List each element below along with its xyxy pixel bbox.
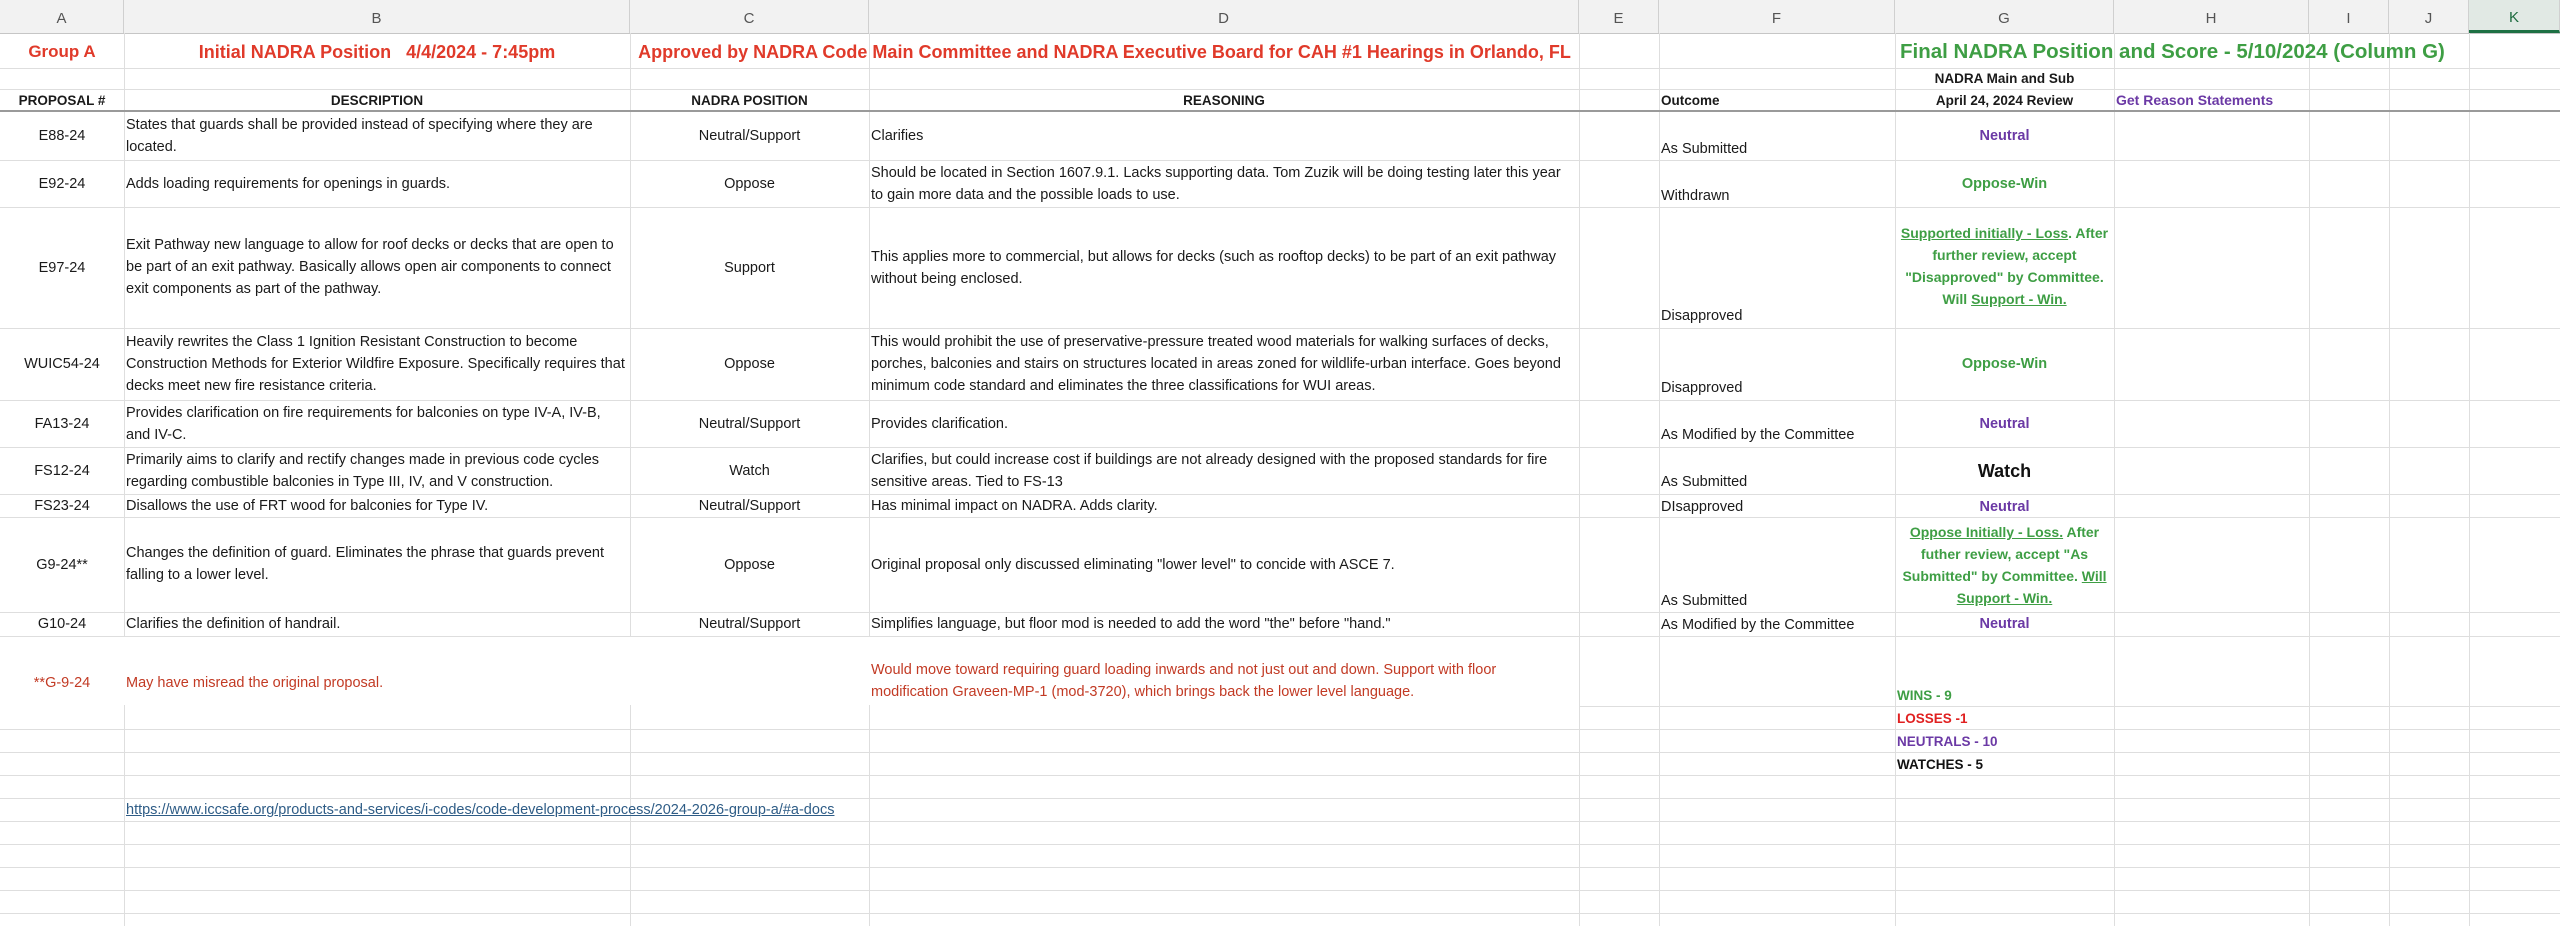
grid-line bbox=[0, 913, 2560, 914]
column-header-row bbox=[0, 0, 2560, 34]
note-description[interactable]: May have misread the original proposal. bbox=[126, 675, 384, 691]
header-proposal[interactable]: PROPOSAL # bbox=[18, 93, 106, 108]
reasoning[interactable]: Clarifies bbox=[871, 128, 924, 144]
column-header-c[interactable]: C bbox=[630, 0, 869, 33]
review-label-line2[interactable]: April 24, 2024 Review bbox=[1935, 93, 2074, 108]
proposal-id[interactable]: WUIC54-24 bbox=[24, 356, 100, 372]
grid-line bbox=[1579, 33, 1580, 926]
group-label[interactable]: Group A bbox=[28, 42, 96, 61]
final-score-review: After futher review, accept "As Submitted" by Committee. bbox=[1902, 524, 2100, 584]
note-reasoning[interactable]: Would move toward requiring guard loading inwards and not just out and down. Support with floor modification Graveen-MP-1 (mod-3720), which brings back the lower level language. bbox=[871, 662, 1497, 700]
outcome[interactable]: As Modified by the Committee bbox=[1661, 427, 1855, 443]
grid-line bbox=[0, 821, 2560, 822]
final-score-review: . After further review, accept "Disapproved" by Committee. Will bbox=[1905, 225, 2109, 307]
header-outcome[interactable]: Outcome bbox=[1661, 93, 1720, 108]
proposal-id[interactable]: E92-24 bbox=[38, 176, 86, 192]
nadra-position[interactable]: Support bbox=[724, 260, 775, 276]
grid-line bbox=[2114, 33, 2115, 926]
nadra-position[interactable]: Neutral/Support bbox=[698, 498, 801, 514]
outcome[interactable]: As Submitted bbox=[1661, 474, 1748, 490]
column-header-i[interactable]: I bbox=[2309, 0, 2389, 33]
column-header-j[interactable]: J bbox=[2389, 0, 2469, 33]
column-header-b[interactable]: B bbox=[124, 0, 630, 33]
nadra-position[interactable]: Watch bbox=[729, 463, 770, 479]
grid-line bbox=[0, 752, 2560, 753]
outcome[interactable]: Withdrawn bbox=[1661, 188, 1730, 204]
reasoning[interactable]: Provides clarification. bbox=[871, 416, 1008, 432]
final-score-initial[interactable]: Supported initially - Loss bbox=[1900, 225, 2069, 241]
outcome[interactable]: As Modified by the Committee bbox=[1661, 617, 1855, 633]
column-header-a[interactable]: A bbox=[0, 0, 124, 33]
proposal-description[interactable]: Provides clarification on fire requirements for balconies on type IV-A, IV-B, and IV-C. bbox=[126, 405, 601, 443]
column-header-d[interactable]: D bbox=[869, 0, 1579, 33]
final-score[interactable]: Neutral bbox=[1979, 499, 2030, 515]
proposal-description[interactable]: Exit Pathway new language to allow for roof decks or decks that are open to be part of an exit pathway. Basically allows open air components to connect exit components as part of the pathway. bbox=[126, 237, 614, 297]
grid-line bbox=[0, 447, 2560, 448]
nadra-position[interactable]: Neutral/Support bbox=[698, 616, 801, 632]
nadra-position[interactable]: Oppose bbox=[724, 557, 775, 573]
approved-title[interactable]: Approved by NADRA Code Main Committee and NADRA Executive Board for CAH #1 Hearings in Orlando, FL bbox=[638, 42, 1571, 62]
grid-line bbox=[2309, 33, 2310, 926]
iccsafe-link[interactable]: https://www.iccsafe.org/products-and-services/i-codes/code-development-process/2024-2026-group-a/#a-docs bbox=[126, 802, 835, 818]
outcome[interactable]: Disapproved bbox=[1661, 380, 1743, 396]
get-reason-statements-link[interactable]: Get Reason Statements bbox=[2116, 92, 2274, 108]
grid-line bbox=[0, 867, 2560, 868]
initial-position-title[interactable]: Initial NADRA Position 4/4/2024 - 7:45pm bbox=[198, 42, 556, 62]
nadra-position[interactable]: Neutral/Support bbox=[698, 416, 801, 432]
grid-line bbox=[869, 33, 870, 926]
score-neutrals[interactable]: NEUTRALS - 10 bbox=[1897, 734, 1998, 749]
note-proposal-id[interactable]: **G-9-24 bbox=[33, 675, 91, 691]
grid-line bbox=[0, 68, 2560, 69]
outcome[interactable]: As Submitted bbox=[1661, 593, 1748, 609]
score-wins[interactable]: WINS - 9 bbox=[1897, 688, 1952, 703]
grid-line bbox=[0, 844, 2560, 845]
grid-line bbox=[0, 775, 2560, 776]
grid-line bbox=[124, 33, 125, 926]
reasoning[interactable]: Original proposal only discussed eliminating "lower level" to concide with ASCE 7. bbox=[871, 557, 1395, 573]
proposal-id[interactable]: FS12-24 bbox=[34, 463, 90, 479]
nadra-position[interactable]: Neutral/Support bbox=[698, 128, 801, 144]
proposal-description[interactable]: States that guards shall be provided instead of specifying where they are located. bbox=[126, 117, 593, 155]
review-label-line1[interactable]: NADRA Main and Sub bbox=[1934, 71, 2075, 86]
proposal-description[interactable]: Primarily aims to clarify and rectify changes made in previous code cycles regarding combustible balconies in Type III, IV, and V construction. bbox=[126, 452, 600, 490]
final-position-title[interactable]: Final NADRA Position and Score - 5/10/2024 (Column G) bbox=[1900, 40, 2445, 63]
column-header-g[interactable]: G bbox=[1895, 0, 2114, 33]
column-header-e[interactable]: E bbox=[1579, 0, 1659, 33]
grid-line bbox=[2469, 33, 2470, 926]
nadra-position[interactable]: Oppose bbox=[724, 176, 775, 192]
reasoning[interactable]: Clarifies, but could increase cost if buildings are not already designed with the proposed standards for fire sensitive areas. Tied to FS-13 bbox=[871, 452, 1548, 490]
proposal-id[interactable]: E97-24 bbox=[38, 260, 86, 276]
final-score[interactable]: Oppose-Win bbox=[1961, 356, 2048, 372]
reasoning[interactable]: Simplifies language, but floor mod is needed to add the word "the" before "hand." bbox=[871, 616, 1391, 632]
score-watches[interactable]: WATCHES - 5 bbox=[1897, 757, 1984, 772]
proposal-id[interactable]: FS23-24 bbox=[34, 498, 90, 514]
score-losses[interactable]: LOSSES -1 bbox=[1897, 711, 1968, 726]
final-score[interactable]: Watch bbox=[1977, 461, 2032, 481]
reasoning[interactable]: Should be located in Section 1607.9.1. Lacks supporting data. Tom Zuzik will be doing testing later this year to gain more data and the possible loads to use. bbox=[871, 165, 1561, 203]
proposal-description[interactable]: Clarifies the definition of handrail. bbox=[126, 616, 341, 632]
proposal-description[interactable]: Adds loading requirements for openings in guards. bbox=[126, 176, 451, 192]
header-position[interactable]: NADRA POSITION bbox=[691, 93, 808, 108]
final-score[interactable]: Neutral bbox=[1979, 416, 2030, 432]
final-score-initial[interactable]: Oppose Initially - Loss. bbox=[1909, 524, 2064, 540]
outcome[interactable]: DIsapproved bbox=[1661, 499, 1744, 515]
proposal-id[interactable]: G10-24 bbox=[37, 616, 87, 632]
final-score-result[interactable]: Will Support - Win. bbox=[1956, 568, 2107, 606]
final-score[interactable]: Neutral bbox=[1979, 128, 2030, 144]
proposal-id[interactable]: FA13-24 bbox=[34, 416, 90, 432]
final-score[interactable]: Neutral bbox=[1979, 616, 2030, 632]
reasoning[interactable]: Has minimal impact on NADRA. Adds clarity. bbox=[871, 498, 1158, 514]
outcome[interactable]: Disapproved bbox=[1661, 308, 1743, 324]
proposal-id[interactable]: G9-24** bbox=[36, 557, 88, 573]
outcome[interactable]: As Submitted bbox=[1661, 141, 1748, 157]
header-description[interactable]: DESCRIPTION bbox=[330, 93, 424, 108]
grid-line bbox=[0, 207, 2560, 208]
header-reasoning[interactable]: REASONING bbox=[1183, 93, 1265, 108]
nadra-position[interactable]: Oppose bbox=[724, 356, 775, 372]
column-header-h[interactable]: H bbox=[2114, 0, 2309, 33]
column-header-k[interactable]: K bbox=[2469, 0, 2560, 33]
grid-line bbox=[0, 729, 2560, 730]
final-score-text[interactable] bbox=[1898, 521, 2111, 611]
proposal-description[interactable]: Changes the definition of guard. Eliminates the phrase that guards prevent falling to a lower level. bbox=[126, 545, 604, 583]
column-header-f[interactable]: F bbox=[1659, 0, 1895, 33]
grid-line bbox=[0, 890, 2560, 891]
grid-line bbox=[1659, 33, 1660, 926]
grid-line bbox=[0, 328, 2560, 329]
reasoning[interactable]: This applies more to commercial, but allows for decks (such as rooftop decks) to be part of an exit pathway without being enclosed. bbox=[871, 249, 1557, 287]
proposal-description[interactable]: Disallows the use of FRT wood for balconies for Type IV. bbox=[126, 498, 489, 514]
final-score-text[interactable] bbox=[1898, 222, 2111, 322]
grid-line bbox=[2389, 33, 2390, 926]
final-score-result[interactable]: Support - Win. bbox=[1971, 291, 2067, 307]
final-score[interactable]: Oppose-Win bbox=[1961, 176, 2048, 192]
reasoning[interactable]: This would prohibit the use of preservative-pressure treated wood materials for walking surfaces of decks, porches, balconies and stairs on structures located in areas zoned for wildlife-urban interface. Goes beyond minimum code standard and eliminates the three classifications for WUI areas. bbox=[871, 334, 1561, 394]
proposal-description[interactable]: Heavily rewrites the Class 1 Ignition Resistant Construction to become Construction Methods for Exterior Wildfire Exposure. Specifically requires that decks meet new fire resistance criteria. bbox=[126, 334, 625, 394]
proposal-id[interactable]: E88-24 bbox=[38, 128, 86, 144]
